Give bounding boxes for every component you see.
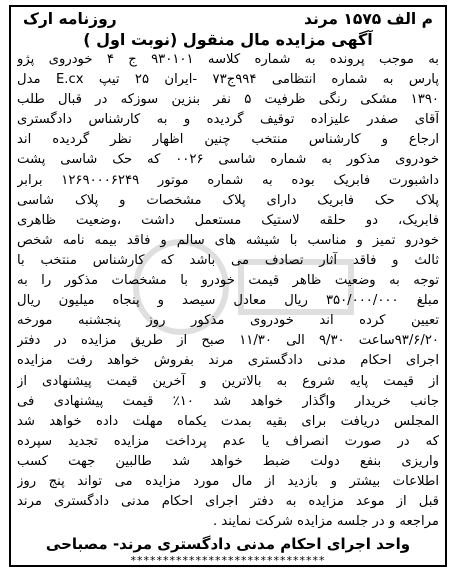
body-line: اجرای احکام مدنی دادگستری مرند بفروش خواهد رفت مزایده <box>17 353 439 369</box>
body-line: به موجب پرونده به شماره کلاسه ۹۳۰۱۰۱ ج ۴ خودروی پژو <box>17 52 439 67</box>
body-line: داشبورت فابریک بوده به شماره موتور ۱۲۶۹۰۰۰۶۲۴۹ برابر <box>17 172 439 188</box>
body-line: که در صورت انصراف یا عدم پرداخت مزایده تجدید سپرده <box>17 433 439 449</box>
notice-footer: واحد اجرای احکام مدنی دادگستری مرند- مصباحی <box>45 535 411 554</box>
stars-divider: ****************************** <box>130 555 326 567</box>
body-line: خودرو تمیز و مناسب با شیشه های سالم و فاقد بیمه نامه شخص <box>17 232 439 248</box>
notice-title: آگهی مزایده مال منقول (نوبت اول ) <box>83 30 373 49</box>
body-line: آقای صفدر علیزاده توقیف گردیده و به کارشناس دادگستری <box>17 112 439 128</box>
body-line: ۱۳۹۰ مشکی رنگی ظرفیت ۵ نفر بنزین سوزکه در قبال طلب <box>17 92 439 108</box>
body-line: جانب خریدار واگذار خواهد شد ۱۰٪ قیمت پیشنهادی فی <box>17 393 439 409</box>
body-line: توجه به وضعیت ظاهر قیمت خودرو با مشخصات مذکور را به <box>17 273 439 289</box>
notice-code: م الف ۱۵۷۵ مرند <box>303 10 433 28</box>
body-line: اطلاعات بیشتر و بازدید از مال مورد مزایده می تواند پنج روز <box>17 473 439 489</box>
auction-notice <box>9 5 447 567</box>
body-line: خودروی مذکور به شماره شاسی ۰۰۲۶ که حک شاسی پشت <box>17 152 439 168</box>
body-line: پارس به شماره انتظامی ۹۹۴ج۷۳ -ایران ۲۵ تیپ E.cx مدل <box>17 72 439 88</box>
body-line: فابریک، دو حلقه لاستیک مستعمل داشت ،وضعیت ظاهری <box>17 212 439 228</box>
body-line: المجلس دریافت برای بقیه بمدت یکماه مهلت داده خواهد شد <box>17 413 439 429</box>
body-line: تعیین کرده اند خودروی مذکور روز پنجشنبه مورخه <box>17 313 439 329</box>
newspaper-name: روزنامه ارک <box>23 10 117 28</box>
body-line: از قیمت پایه شروع به بالاترین و آخرین قیمت پیشنهادی از <box>17 373 439 389</box>
body-line: قبل از موعد مزایده به دفتر اجرای احکام مدنی دادگستری مرند <box>17 494 439 510</box>
body-line: ۹۳/۶/۲۰ساعت ۹/۳۰ الی ۱۱/۳۰ صبح از طریق مزایده در دفتر <box>17 333 439 349</box>
body-line: واریزی بنفع دولت ضبط خواهد شد طالبین جهت کسب <box>17 453 439 469</box>
notice-body <box>11 50 445 532</box>
body-line: ارجاع و کارشناس منتخب چنین اظهار نظر گردیده اند <box>17 132 439 148</box>
notice-header <box>11 7 445 29</box>
body-line: مبلغ ۳۵۰/۰۰۰/۰۰۰ ریال معادل سیصد و پنجاه میلیون ریال <box>17 293 439 309</box>
body-line: پلاک حک فابریک دارای پلاک مشخصات و پلاک شاسی <box>17 192 439 208</box>
body-line: مراجعه و در جلسه مزایده شرکت نمایند . <box>212 514 439 530</box>
body-line: ثالث و فاقد آثار تصادف می باشد که کارشناس منتخب با <box>17 252 439 268</box>
